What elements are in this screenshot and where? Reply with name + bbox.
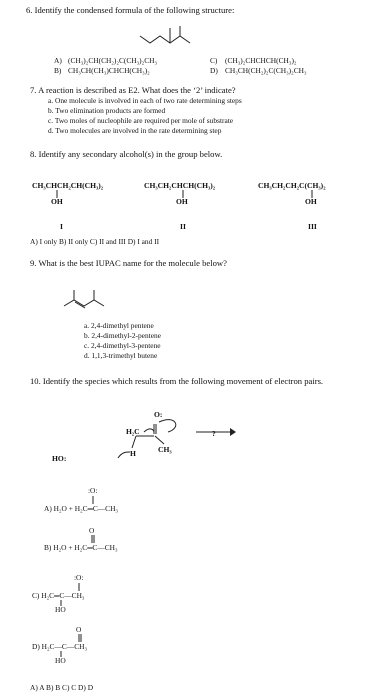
- q8-structure-2-formula: CH₃CH₂CHCH(CH₃)₂: [144, 181, 216, 190]
- q10-option-c-oxygen: :O:: [74, 573, 84, 582]
- q8-label-iii: III: [308, 222, 317, 231]
- question-9-stem: 9. What is the best IUPAC name for the molecule below?: [30, 258, 227, 268]
- q6-option-b-letter: B): [54, 66, 62, 75]
- q8-structure-2-oh: OH: [176, 197, 188, 206]
- q8-structure-1-formula: CH₃CHCH₂CH(CH₃)₂: [32, 181, 104, 190]
- q10-hydrogen: H: [130, 449, 136, 458]
- q6-option-a-letter: A): [54, 56, 62, 65]
- q6-option-b-text: CH₃CH(CH₃)CHCH(CH₃)₂: [68, 66, 150, 75]
- q10-answer-choices: A) A B) B C) C D) D: [30, 683, 94, 692]
- q10-ch2-group: H₂C: [126, 427, 140, 436]
- q9-option-c: c. 2,4-dimethyl-3-pentene: [84, 341, 161, 350]
- q6-option-d-text: CH₃CH(CH₂)₂C(CH₃)₂CH₃: [225, 66, 307, 75]
- q10-reaction-arrow: [196, 427, 236, 437]
- q6-skeletal-structure: [136, 24, 196, 48]
- q10-option-d-hydroxyl: HO: [55, 656, 66, 665]
- q10-option-c-hydroxyl: HO: [55, 605, 66, 614]
- q10-hydroxide: HO:: [52, 454, 67, 463]
- question-8-stem: 8. Identify any secondary alcohol(s) in the group below.: [30, 149, 223, 159]
- q7-option-b: b. Two elimination products are formed: [48, 106, 166, 115]
- q9-skeletal-structure: [62, 286, 112, 312]
- q7-option-a: a. One molecule is involved in each of two rate determining steps: [48, 96, 242, 105]
- q7-option-c: c. Two moles of nucleophile are required per mole of substrate: [48, 116, 234, 125]
- q6-option-a-text: (CH₃)₂CH(CH₂)₂C(CH₃)₂CH₃: [68, 56, 158, 65]
- question-7-stem: 7. A reaction is described as E2. What does the ‘2’ indicate?: [30, 85, 236, 95]
- q10-option-b-double-bond: [91, 535, 95, 543]
- q10-product-placeholder: ?: [212, 429, 216, 438]
- q8-structure-3-formula: CH₃CH₂CH₂C(CH₃)₂: [258, 181, 326, 190]
- q6-option-d-letter: D): [210, 66, 218, 75]
- q10-methyl-group: CH₃: [158, 445, 172, 454]
- q10-option-d-oxygen: O: [76, 625, 82, 634]
- q10-option-b-oxygen: O: [89, 526, 95, 535]
- q9-option-a: a. 2,4-dimethyl pentene: [84, 321, 154, 330]
- q8-answer-choices: A) I only B) II only C) II and III D) I and II: [30, 237, 160, 246]
- q10-option-a: A) H₂O + H₂C═C—CH₃: [44, 504, 119, 513]
- q10-option-c-bond: [78, 583, 80, 591]
- q10-oxygen: O:: [154, 410, 163, 419]
- question-10-stem: 10. Identify the species which results from the following movement of electron pairs.: [30, 376, 324, 386]
- q10-option-d-double-bond: [78, 634, 82, 642]
- q10-mechanism-bonds: [110, 414, 190, 460]
- q7-option-d: d. Two molecules are involved in the rate determining step: [48, 126, 222, 135]
- q9-option-d: d. 1,1,3-trimethyl butene: [84, 351, 158, 360]
- q8-structure-3-oh: OH: [305, 197, 317, 206]
- q6-option-c-letter: C): [210, 56, 218, 65]
- q6-option-c-text: (CH₃)₂CHCHCH(CH₃)₂: [225, 56, 297, 65]
- q10-option-b: B) H₂O + H₂C═C—CH₃: [44, 543, 118, 552]
- q10-option-d: D) H₂C—C—CH₃: [32, 642, 88, 651]
- q10-option-a-oxygen: :O:: [88, 486, 98, 495]
- q8-label-i: I: [60, 222, 63, 231]
- q9-option-b: b. 2,4-dimethyl-2-pentene: [84, 331, 161, 340]
- question-6-stem: 6. Identify the condensed formula of the following structure:: [26, 5, 235, 15]
- q8-label-ii: II: [180, 222, 186, 231]
- q10-option-c: C) H₂C═C—CH₃: [32, 591, 85, 600]
- q8-structure-1-oh: OH: [51, 197, 63, 206]
- q10-option-a-bond: [92, 496, 94, 504]
